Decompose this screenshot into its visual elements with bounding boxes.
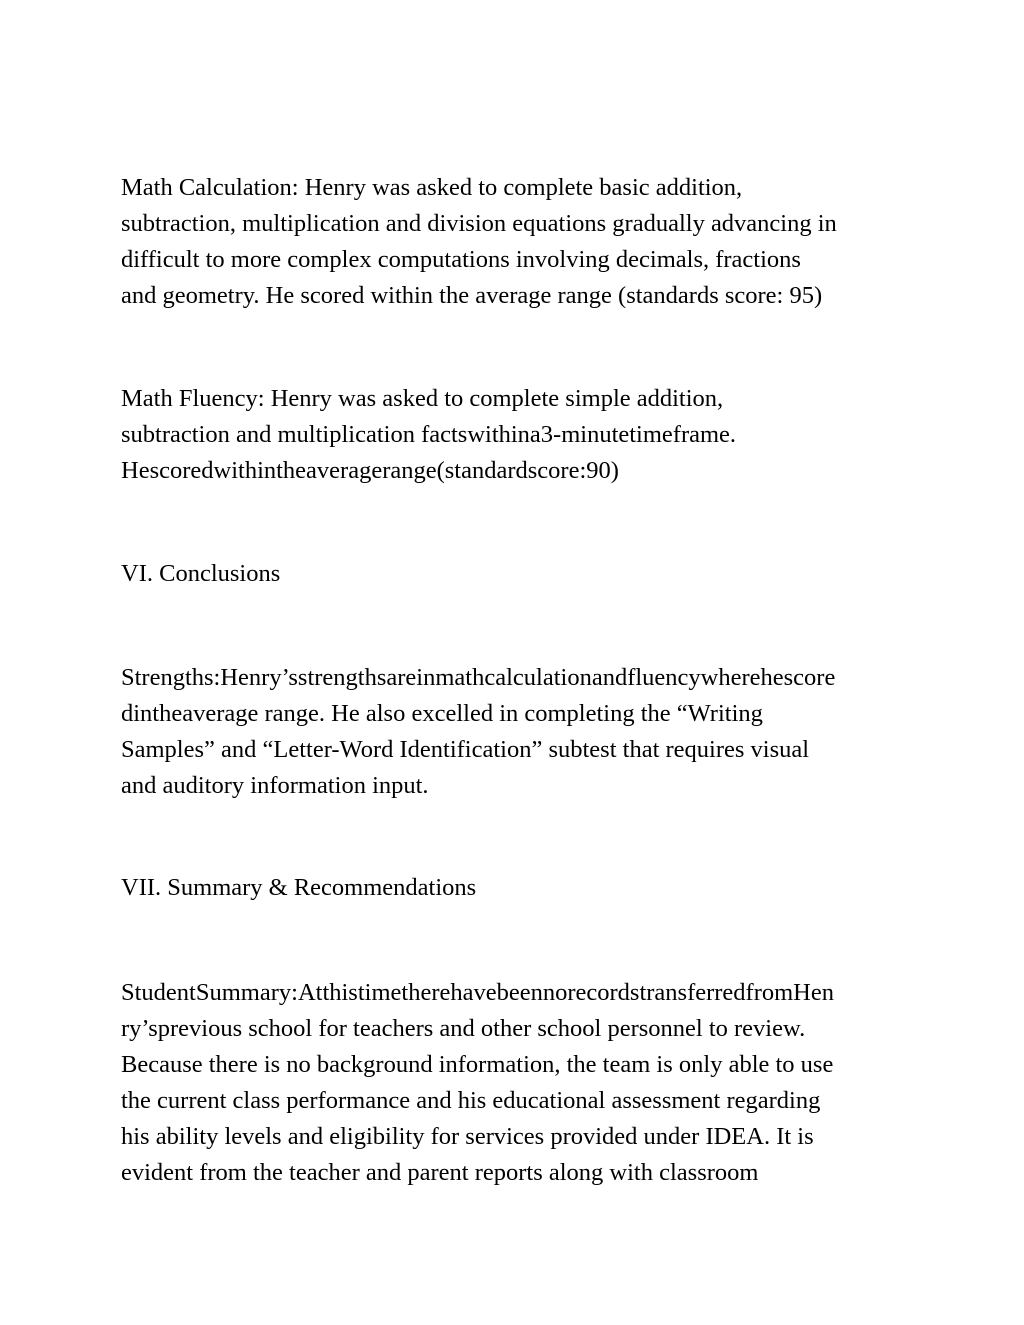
text-line: Hescoredwithintheaveragerange(standardscore:90) [121,457,619,484]
text-line: Samples” and “Letter-Word Identification” subtest that requires visual [121,736,810,763]
text-line: and geometry. He scored within the average range (standards score: 95) [121,282,823,309]
text-line: Strengths:Henry’sstrengthsareinmathcalculationandfluencywherehescore [121,664,836,691]
text-line: subtraction and multiplication factswithina3-minutetimeframe. [121,421,737,448]
text-line: and auditory information input. [121,772,429,799]
text-line: ry’sprevious school for teachers and other school personnel to review. [121,1015,806,1042]
text-line: StudentSummary:AtthistimetherehavebeennorecordstransferredfromHen [121,979,834,1006]
math-calculation-paragraph [121,170,921,314]
text-line: evident from the teacher and parent reports along with classroom [121,1159,759,1186]
student-summary-paragraph [121,975,921,1191]
text-line: dintheaverage range. He also excelled in completing the “Writing [121,700,763,727]
conclusions-heading [121,556,921,592]
text-line: Because there is no background information, the team is only able to use [121,1051,834,1078]
text-line: Math Calculation: Henry was asked to complete basic addition, [121,174,743,201]
text-line: Math Fluency: Henry was asked to complete simple addition, [121,385,724,412]
text-line: subtraction, multiplication and division equations gradually advancing in [121,210,837,237]
summary-recommendations-heading [121,870,921,906]
section-heading: VII. Summary & Recommendations [121,874,477,901]
strengths-paragraph [121,660,921,804]
text-line: the current class performance and his educational assessment regarding [121,1087,821,1114]
section-heading: VI. Conclusions [121,560,281,587]
text-line: his ability levels and eligibility for services provided under IDEA. It is [121,1123,814,1150]
text-line: difficult to more complex computations involving decimals, fractions [121,246,801,273]
math-fluency-paragraph [121,381,921,489]
